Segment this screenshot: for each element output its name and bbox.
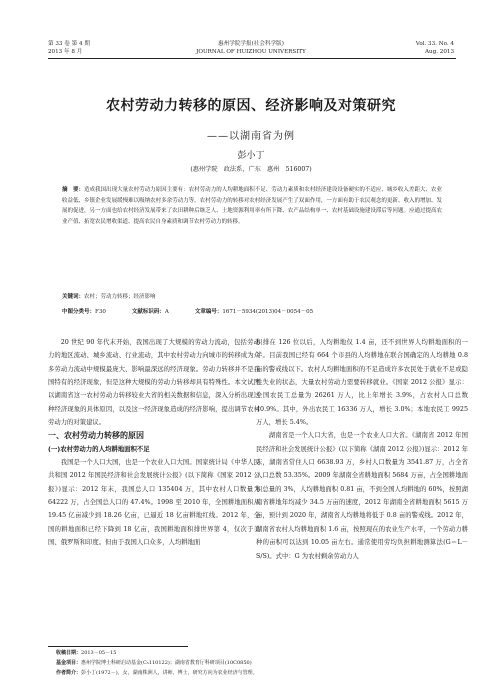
- footnote-author: [56, 670, 258, 677]
- clc-number: [62, 307, 106, 315]
- keywords-text: 农村；劳动力转移；经济影响: [84, 294, 156, 300]
- article-title: 农村劳动力转移的原因、经济影响及对策研究: [106, 98, 396, 114]
- abstract-text: 造成我国出现大量农村劳动力原因主要有：农村劳动力的人均耕地面积不足、劳动力素质和农村经济建设设备硬实的不适应、城乡收入差距大、农业收益低、乡镇企业发展缓慢难以吸纳农村多余劳动力等。农村劳动力的转移对农村经济发展产生了双面作用，一方面有助于农民观念的更新、收入的增加、发展的促进，另一方面也给农村经济发展带来了农田耕种后继乏人、土地资源利用率有所下降、农产品结构单一、农村基础设施建设滞后等问题。应通过提高农业产值、拓宽农民增收渠道、提高农民自身素质和调节农村劳动力的转移。: [62, 187, 442, 225]
- body-paragraph-continued: 积排在 126 位以后，人均耕地仅 1.4 亩，还不到世界人均耕地面积的一半。目前我国已经有 664 个市县的人均耕地在联合国确定的人均耕地 0.8 亩的警戒线以下。农村人均耕地面积的不足造成许多农民处于就业不足或隐性失业的状态，大量农村劳动力需要转移就业。《国家 2012 公报》显示：全国农民工总量为 26261 万人，比上年增长 3.9%，占农村人口总数 40.9%。其中，外出农民工 16336 万人，增长 3.0%；本地农民工 9925 万人，增长 5.4%。: [256, 339, 468, 427]
- article-subtitle: ——以湖南省为例: [207, 131, 295, 142]
- volume-issue-en: Vol. 33. No. 4: [415, 41, 454, 47]
- volume-issue: 第 33 卷 第 4 期: [48, 41, 90, 47]
- publish-date: 2013 年 8 月: [48, 49, 83, 55]
- clc-value: F30: [95, 309, 106, 315]
- fund-text: 惠州学院博士科研启动基金(C₅110122)；湖南省教育厅科研项目(10C0850): [81, 660, 252, 666]
- body-paragraph: 湖南省是一个人口大省，也是一个农业人口大省。《湖南省 2012 年国民经济和社会发展统计公报》(以下简称《湖南 2012 公报》)显示：2012 年末，湖南省常住人口 6638.93 万，乡村人口数量为 3541.87 万，占全省人口总数 53.35%。2009 年湖南全省耕地面积 5684 万亩，占全国耕地面积总量的 3%，人均耕地面积 0.81 亩，不到全国人均耕地的 60%，按照湖南省耕地年均减少 34.5 万亩的速度，2012 年湖南全省耕地面积 5615 万亩，预计到 2020 年，湖南省人均耕地将低于 0.8 亩的警戒线。2012 年，湖南省农村人均耕地面积 1.6 亩，按照现在的农业生产水平，一个劳动力耕种的亩积可以达到 10.05 亩左右。通常使用劳均负担耕地测算法(G＝L－S/S)。式中：G 为农村剩余劳动力人: [256, 432, 468, 560]
- fund-label: 基金项目：: [56, 660, 82, 666]
- doc-code: [132, 307, 169, 315]
- publish-date-en: Aug. 2013: [424, 49, 454, 55]
- abstract-label: 摘 要：: [62, 187, 85, 193]
- author-info-label: 作者简介：: [56, 670, 82, 676]
- journal-name-cn: 惠州学院学报(社会科学版): [218, 41, 284, 47]
- abstract: [62, 185, 442, 227]
- classification-line: [62, 307, 442, 315]
- section-heading-1: 一、农村劳动力转移的原因: [48, 431, 144, 441]
- footnote-received: [56, 650, 116, 657]
- author-info-text: 彭小丁(1972－)，女，湖南株洲人，讲师，博士，研究方向为农业经济与管理。: [81, 670, 258, 676]
- article-id: [195, 307, 313, 315]
- clc-label: 中图分类号：: [62, 309, 96, 315]
- author-affiliation: (惠州学院 政法系，广东 惠州 516007): [190, 166, 312, 173]
- journal-issue-info-en: [416, 40, 454, 56]
- subsection-heading-1: (一)农村劳动力的人均耕地面积不足: [48, 444, 150, 453]
- keywords: [62, 292, 442, 300]
- doc-code-value: A: [164, 309, 169, 315]
- received-label: 收稿日期：: [56, 650, 82, 656]
- body-column-left: [48, 336, 260, 550]
- footnote-rule: [48, 646, 188, 647]
- body-column-right: [256, 336, 468, 563]
- received-date: 2013－05－15: [81, 650, 117, 656]
- keywords-label: 关键词：: [62, 294, 85, 300]
- footnote-fund: [56, 660, 252, 667]
- author-name: 彭小丁: [237, 151, 265, 161]
- doc-code-label: 文献标识码：: [131, 309, 165, 315]
- intro-paragraph: 20 世纪 90 年代末开始，我国出现了大规模的劳动力流动，包括劳动力的地区流动、城乡流动、行业流动，其中农村劳动力向城市的转移成为众多劳动力流动中规模最庞大、影响最深远的经济现象。劳动力转移并不是我国特有的经济现象，但是这种大规模的劳动力转移却具有特殊性。本文试图以湖南省这一农村劳动力转移较业大省的相关数据和信息，深入分析出现这种经济现象的具体原因，以及这一经济现象造成的经济影响，提出调节农村劳动力的对策建议。: [48, 339, 260, 427]
- article-id-label: 文章编号：: [194, 309, 223, 315]
- body-paragraph: 我国是一个人口大国，也是一个农业人口大国。国家统计局《中华人民共和国 2012 年国民经济和社会发展统计公报》(以下简称《国家 2012 公报》)显示：2012 年末，我国总人口 135404 万，其中农村人口数量为 64222 万，占全国总人口的 47.4%。1998 至 2010 年，全国耕地面积从 19.45 亿亩减少到 18.26 亿亩，已逼近 18 亿亩耕地红线。2012 年，全国的耕地面积已经下降到 18 亿亩，我国耕地面积排世界第 4，仅次于美国、俄罗斯和印度。但由于我国人口众多，人均耕地面: [48, 459, 260, 547]
- journal-name-en: JOURNAL OF HUIZHOU UNIVERSITY: [196, 49, 306, 55]
- article-id-value: 1671－5934(2013)04－0054－05: [222, 309, 314, 315]
- header-rule: [48, 58, 456, 59]
